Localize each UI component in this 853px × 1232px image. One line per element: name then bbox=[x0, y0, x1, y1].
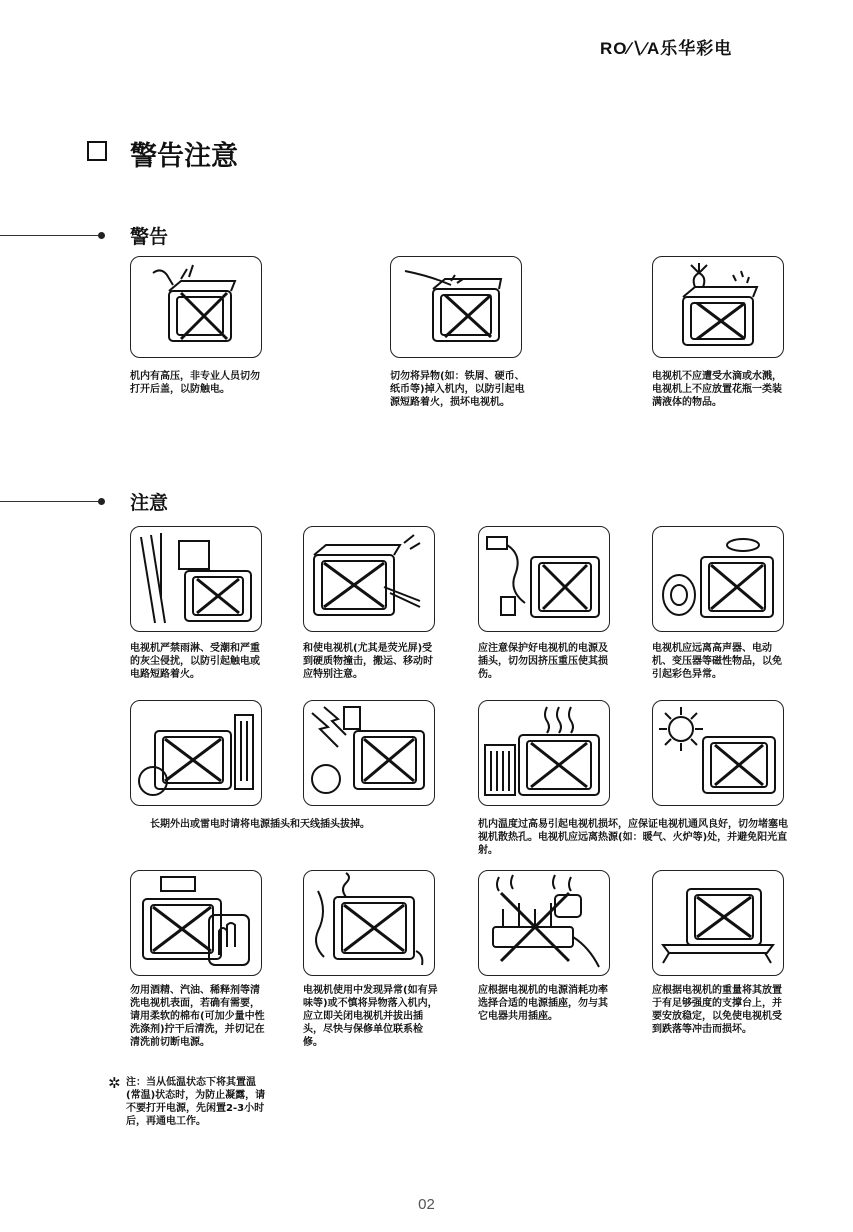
caution-illustration-1 bbox=[130, 526, 262, 632]
section-rule-warning bbox=[0, 235, 100, 236]
footnote-text: 注：当从低温状态下将其置温(常温)状态时，为防止凝露，请不要打开电源，先闲置2-3小时后，再通电工作。 bbox=[126, 1077, 266, 1127]
caution-caption-12: 应根据电视机的重量将其放置于有足够强度的支撑台上，并要安放稳定，以免使电视机受到跌落等冲击而损坏。 bbox=[652, 985, 782, 1035]
bullet-dot-icon bbox=[98, 232, 105, 239]
tv-hand-opening-back-icon bbox=[131, 257, 261, 357]
caution-illustration-9 bbox=[130, 870, 262, 976]
caution-illustration-3 bbox=[478, 526, 610, 632]
warning-illustration-1 bbox=[130, 256, 262, 358]
tv-lightning-storm-icon bbox=[304, 701, 434, 805]
brand-logo: RO∕∖∕A乐华彩电 bbox=[600, 39, 733, 58]
caution-illustration-10 bbox=[303, 870, 435, 976]
tv-antenna-unplug-icon bbox=[131, 701, 261, 805]
warning-caption-1: 机内有高压，非专业人员切勿打开后盖，以防触电。 bbox=[130, 371, 260, 395]
caution-illustration-8 bbox=[652, 700, 784, 806]
tv-sunlight-icon bbox=[653, 701, 783, 805]
tv-heater-heat-icon bbox=[479, 701, 609, 805]
page-title: 警告注意 bbox=[130, 141, 238, 172]
caution-caption-row2-left: 长期外出或雷电时请将电源插头和天线插头拔掉。 bbox=[150, 819, 370, 830]
tv-window-dust-icon bbox=[131, 527, 261, 631]
tv-power-cord-plug-icon bbox=[479, 527, 609, 631]
tv-unstable-stand-icon bbox=[653, 871, 783, 975]
caution-caption-4: 电视机应远离高声器、电动机、变压器等磁性物品，以免引起彩色异常。 bbox=[652, 643, 782, 680]
page-number: 02 bbox=[418, 1196, 435, 1213]
gear-note-icon: ✲ bbox=[108, 1074, 121, 1092]
caution-illustration-4 bbox=[652, 526, 784, 632]
tv-speaker-magnet-icon bbox=[653, 527, 783, 631]
section-heading-warning: 警告 bbox=[130, 226, 169, 248]
tv-hand-inserting-object-icon bbox=[391, 257, 521, 357]
warning-illustration-3 bbox=[652, 256, 784, 358]
tv-smoke-smell-icon bbox=[304, 871, 434, 975]
caution-caption-1: 电视机严禁雨淋、受潮和严重的灰尘侵扰，以防引起触电或电路短路着火。 bbox=[130, 643, 260, 680]
caution-caption-2: 和使电视机(尤其是荧光屏)受到硬质物撞击，搬运、移动时应特别注意。 bbox=[303, 643, 433, 680]
caution-caption-9: 勿用酒精、汽油、稀释剂等清洗电视机表面，若确有需要，请用柔软的棉布(可加少量中性洗涤剂)拧干后清洗，并切记在清洗前切断电源。 bbox=[130, 985, 265, 1048]
section-rule-caution bbox=[0, 501, 100, 502]
caution-illustration-12 bbox=[652, 870, 784, 976]
caution-caption-11: 应根据电视机的电源消耗功率选择合适的电源插座，勿与其它电器共用插座。 bbox=[478, 985, 608, 1022]
caution-illustration-11 bbox=[478, 870, 610, 976]
title-checkbox-icon bbox=[87, 141, 107, 161]
caution-illustration-2 bbox=[303, 526, 435, 632]
caution-caption-row2-right: 机内温度过高易引起电视机损坏，应保证电视机通风良好，切勿堵塞电视机散热孔。电视机应远离热源(如：暖气、火炉等)处，并避免阳光直射。 bbox=[478, 819, 788, 856]
warning-caption-3: 电视机不应遭受水滴或水溅，电视机上不应放置花瓶一类装满液体的物品。 bbox=[652, 371, 782, 408]
caution-illustration-5 bbox=[130, 700, 262, 806]
tv-vase-on-top-icon bbox=[653, 257, 783, 357]
warning-caption-2: 切勿将异物(如：铁屑、硬币、纸币等)掉入机内，以防引起电源短路着火，损坏电视机。 bbox=[390, 371, 525, 408]
caution-caption-3: 应注意保护好电视机的电源及插头，切勿因挤压重压使其损伤。 bbox=[478, 643, 608, 680]
caution-illustration-7 bbox=[478, 700, 610, 806]
section-heading-caution: 注意 bbox=[130, 492, 169, 514]
tv-screen-scratch-icon bbox=[304, 527, 434, 631]
warning-illustration-2 bbox=[390, 256, 522, 358]
bullet-dot-icon bbox=[98, 498, 105, 505]
tv-cleaning-spray-icon bbox=[131, 871, 261, 975]
caution-illustration-6 bbox=[303, 700, 435, 806]
tv-power-strip-overload-icon bbox=[479, 871, 609, 975]
caution-caption-10: 电视机使用中发现异常(如有异味等)或不慎将异物落入机内，应立即关闭电视机并拔出插头，尽快与保修单位联系检修。 bbox=[303, 985, 438, 1048]
